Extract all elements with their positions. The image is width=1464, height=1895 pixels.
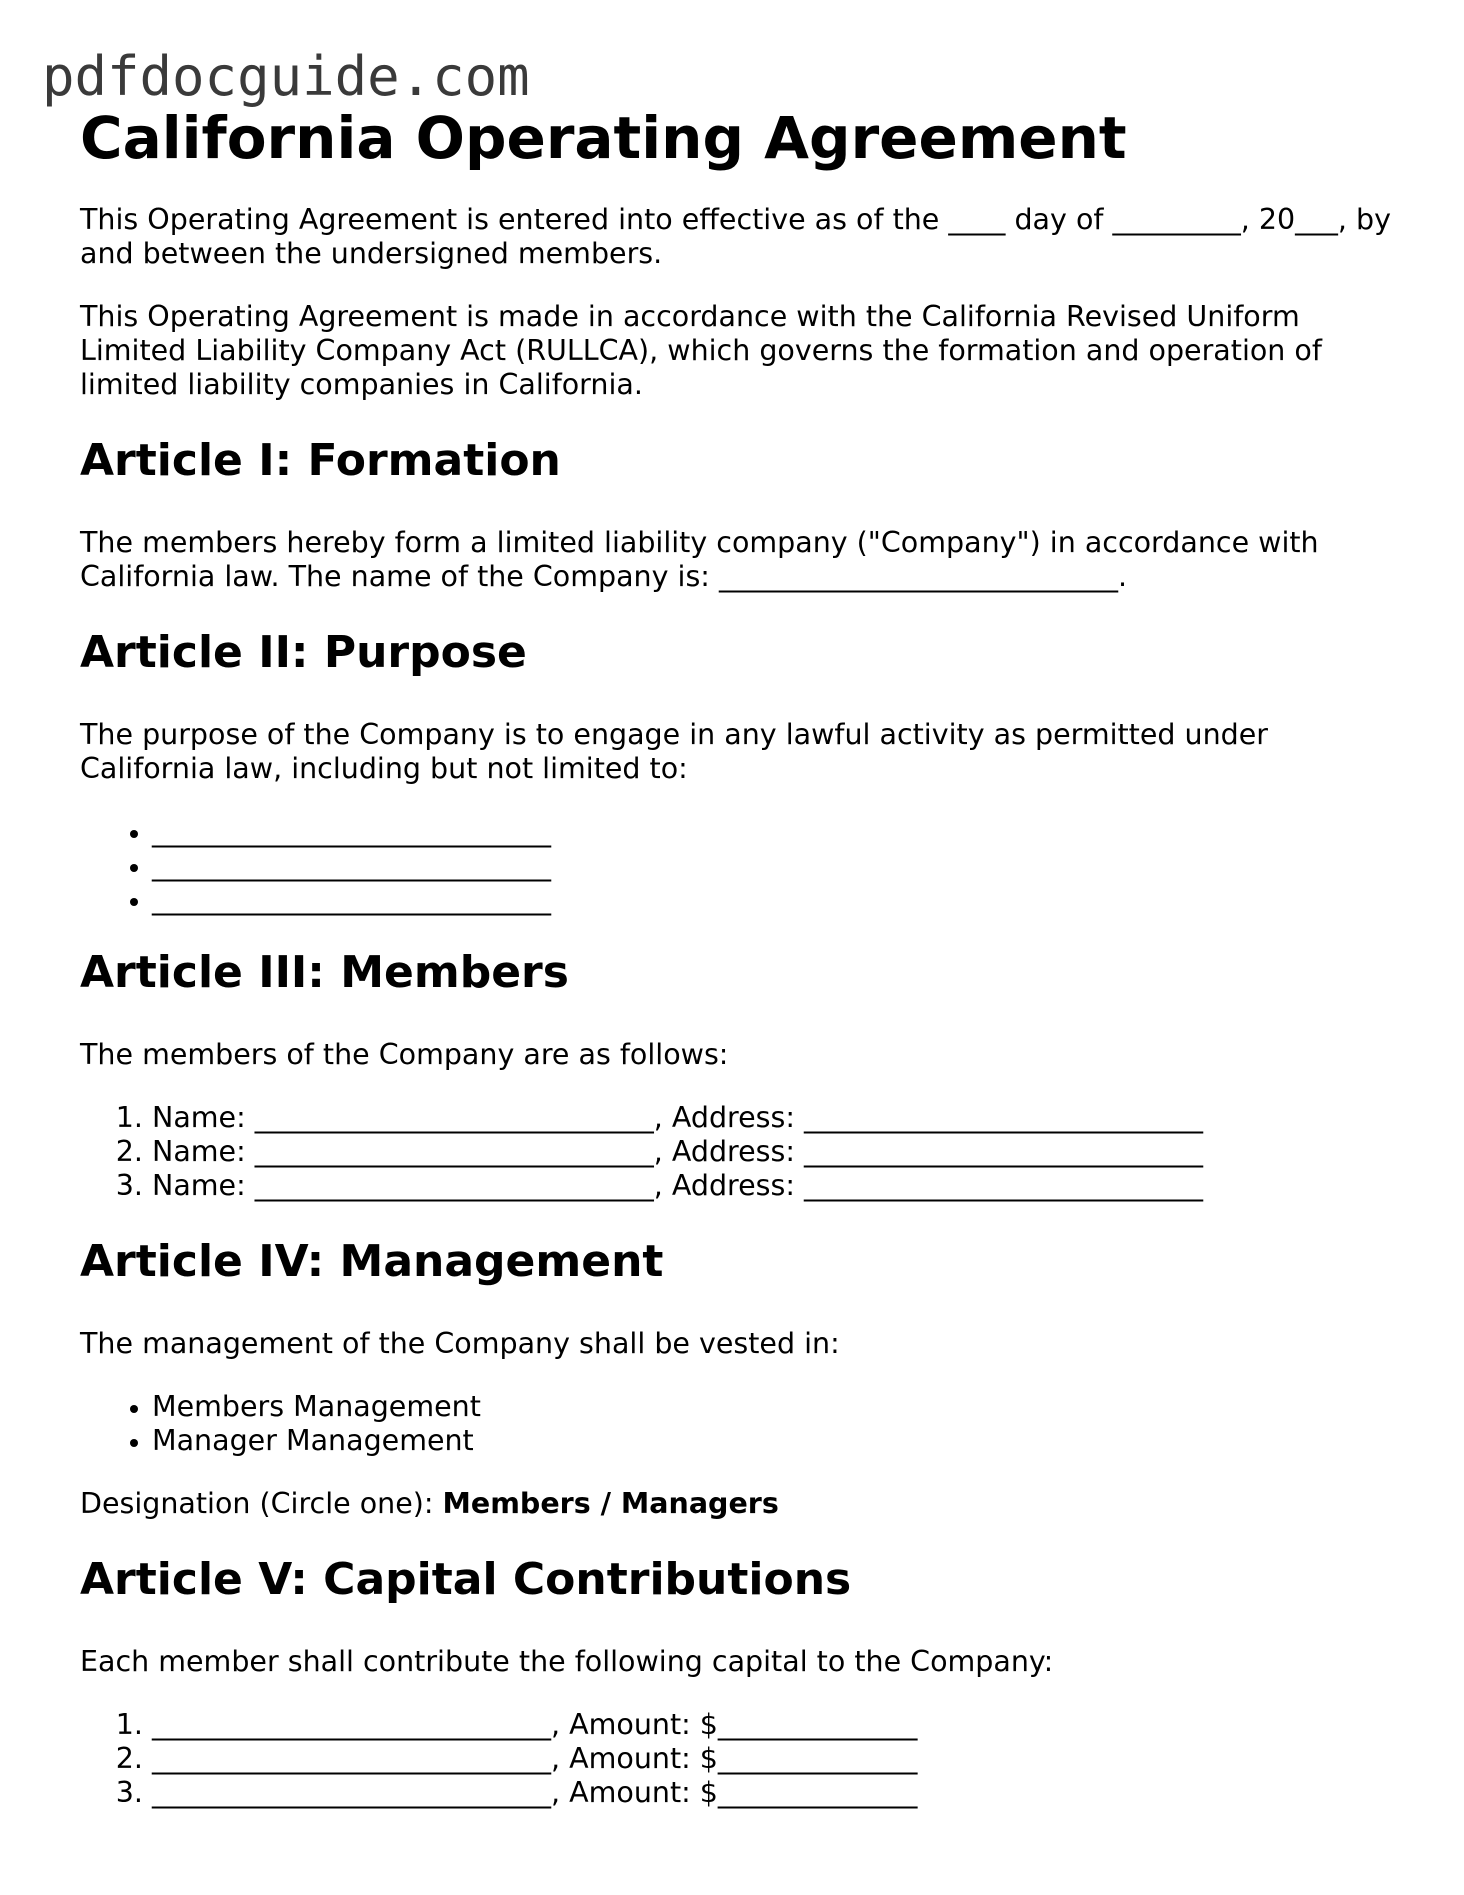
capital-contributions-list xyxy=(80,1708,1400,1810)
article-2-text: The purpose of the Company is to engage in any lawful activity as permitted under California law, including but not limited to: xyxy=(80,718,1269,785)
designation-value: Members / Managers xyxy=(442,1487,779,1520)
member-item: 2. Name: ____________________________, Address: ____________________________ xyxy=(152,1135,1400,1169)
purpose-item: • ____________________________ xyxy=(152,849,1400,883)
designation-line xyxy=(80,1487,1400,1521)
intro-paragraph-effective-date: This Operating Agreement is entered into effective as of the ____ day of _________, 20___, by and between the undersigned members. xyxy=(80,203,1391,270)
article-5-text: Each member shall contribute the following capital to the Company: xyxy=(80,1645,1054,1678)
contribution-item: 2. ____________________________, Amount: $______________ xyxy=(152,1742,1400,1776)
article-5-heading: Article V: Capital Contributions xyxy=(80,1554,852,1605)
members-list xyxy=(80,1101,1400,1203)
designation-label: Designation (Circle one): xyxy=(80,1487,443,1520)
article-3-text: The members of the Company are as follows: xyxy=(80,1038,729,1071)
member-item: 1. Name: ____________________________, Address: ____________________________ xyxy=(152,1101,1400,1135)
article-4-heading: Article IV: Management xyxy=(80,1236,664,1287)
purpose-item: • ____________________________ xyxy=(152,883,1400,917)
watermark: pdfdocguide.com xyxy=(42,45,530,108)
management-option: • Members Management xyxy=(152,1390,1400,1424)
member-item: 3. Name: ____________________________, Address: ____________________________ xyxy=(152,1169,1400,1203)
intro-paragraph-rullca: This Operating Agreement is made in accordance with the California Revised Uniform Limited Liability Company Act (RULLCA), which governs the formation and operation of limited liability companies in California. xyxy=(80,300,1322,401)
document-body xyxy=(80,98,1400,1810)
article-1-heading: Article I: Formation xyxy=(80,435,561,486)
management-option: • Manager Management xyxy=(152,1424,1400,1458)
article-4-text: The management of the Company shall be vested in: xyxy=(80,1327,840,1360)
purpose-list xyxy=(80,815,1400,917)
article-1-text: The members hereby form a limited liability company ("Company") in accordance with California law. The name of the Company is: ____________________________. xyxy=(80,526,1319,593)
article-3-heading: Article III: Members xyxy=(80,947,569,998)
contribution-item: 3. ____________________________, Amount: $______________ xyxy=(152,1776,1400,1810)
contribution-item: 1. ____________________________, Amount: $______________ xyxy=(152,1708,1400,1742)
purpose-item: • ____________________________ xyxy=(152,815,1400,849)
article-2-heading: Article II: Purpose xyxy=(80,627,527,678)
document-title: California Operating Agreement xyxy=(80,104,1127,172)
management-options-list xyxy=(80,1390,1400,1458)
